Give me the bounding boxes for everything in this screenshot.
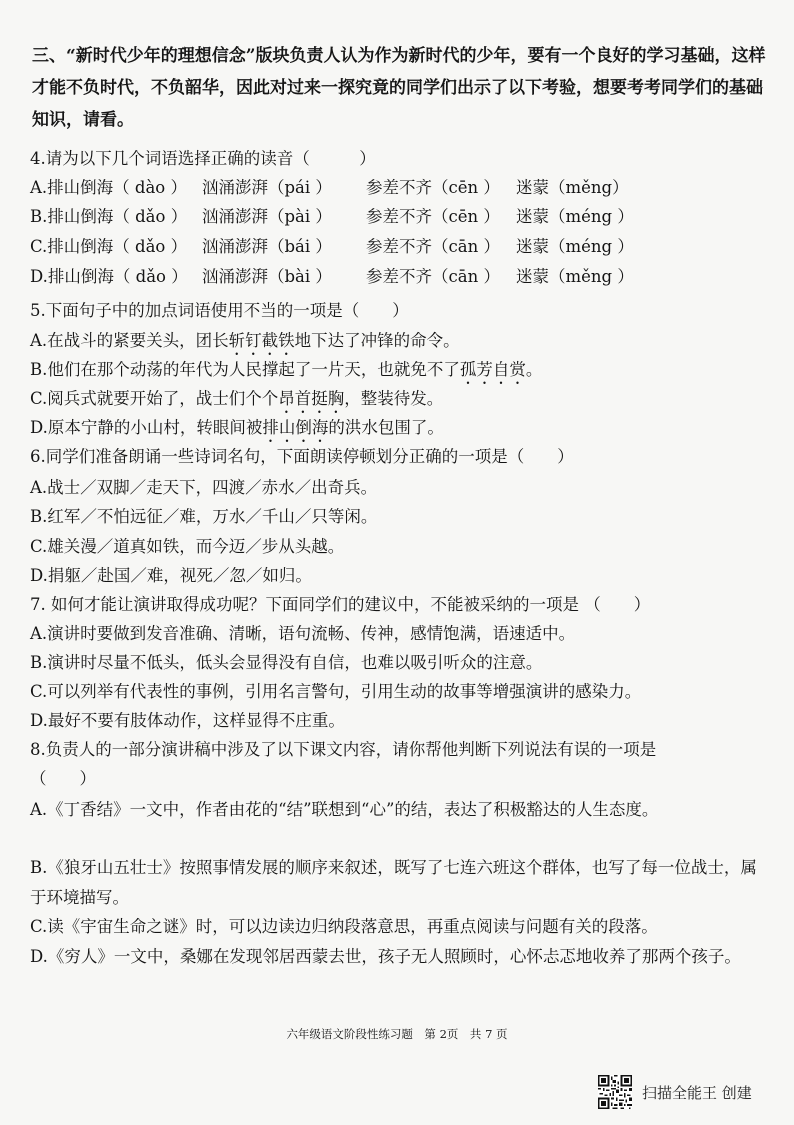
option-cell: C.排山倒海（ dǎo ） bbox=[30, 237, 188, 256]
option-text: B.他们在那个动荡的年代为人民撑起了一片天，也就免不了 bbox=[30, 360, 460, 379]
question-4-option-d bbox=[30, 262, 765, 292]
question-5-option-a bbox=[30, 326, 765, 356]
question-8-option-c: C.读《宇宙生命之谜》时，可以边读边归纳段落意思，再重点阅读与问题有关的段落。 bbox=[30, 917, 658, 936]
section-3-heading: 三、“新时代少年的理想信念”版块负责人认为作为新时代的少年，要有一个良好的学习基础，这样才能不负时代，不负韶华，因此对过来一探究竟的同学们出示了以下考验，想要考考同学们的基础知识，请看。 bbox=[32, 46, 766, 130]
option-cell: 迷蒙（měng） bbox=[516, 178, 629, 197]
question-5-stem: 5.下面句子中的加点词语使用不当的一项是（ ） bbox=[30, 301, 409, 320]
question-8-stem: 8.负责人的一部分演讲稿中涉及了以下课文内容，请你帮他判断下列说法有误的一项是 bbox=[30, 740, 657, 759]
question-4-stem: 4.请为以下几个词语选择正确的读音（ ） bbox=[30, 149, 376, 168]
question-8-answer-paren: （ ） bbox=[30, 769, 96, 788]
option-cell: 迷蒙（méng ） bbox=[516, 237, 634, 256]
option-text: D.原本宁静的小山村，转眼间被 bbox=[30, 418, 263, 437]
question-6-option-d: D.捐躯／赴国／难，视死／忽／如归。 bbox=[30, 566, 312, 585]
scanner-watermark bbox=[598, 1075, 752, 1109]
option-text: ，整装待发。 bbox=[344, 389, 444, 408]
option-cell: 参差不齐（cēn ） bbox=[366, 178, 500, 197]
option-text: 。 bbox=[525, 360, 543, 379]
dotted-word: 排山倒海 bbox=[262, 418, 329, 437]
question-7-option-a: A.演讲时要做到发音准确、清晰，语句流畅、传神，感情饱满，语速适中。 bbox=[30, 624, 576, 643]
question-6-option-a: A.战士／双脚／走天下，四渡／赤水／出奇兵。 bbox=[30, 478, 378, 497]
question-4-option-b bbox=[30, 202, 765, 232]
question-4-option-a bbox=[30, 173, 765, 203]
option-cell: A.排山倒海（ dào ） bbox=[30, 178, 187, 197]
question-6-stem: 6.同学们准备朗诵一些诗词名句，下面朗读停顿划分正确的一项是（ ） bbox=[30, 447, 574, 466]
option-cell: 汹涌澎湃（pái ） bbox=[202, 178, 332, 197]
dotted-word: 斩钉截铁 bbox=[228, 331, 295, 350]
option-cell: B.排山倒海（ dǎo ） bbox=[30, 207, 188, 226]
scanner-label: 扫描全能王 创建 bbox=[642, 1083, 752, 1102]
option-cell: 参差不齐（cān ） bbox=[366, 237, 500, 256]
question-8-option-a: A.《丁香结》一文中，作者由花的“结”联想到“心”的结，表达了积极豁达的人生态度。 bbox=[30, 800, 659, 819]
option-cell: 汹涌澎湃（pài ） bbox=[202, 207, 332, 226]
option-text: C.阅兵式就要开始了，战士们个个 bbox=[30, 389, 279, 408]
question-5-option-c bbox=[30, 384, 765, 414]
option-cell: 迷蒙（měng ） bbox=[516, 267, 634, 286]
page-footer: 六年级语文阶段性练习题 第 2页 共 7 页 bbox=[286, 1027, 508, 1041]
question-4-option-c bbox=[30, 232, 765, 262]
option-cell: 参差不齐（cēn ） bbox=[366, 207, 500, 226]
option-cell: 汹涌澎湃（bái ） bbox=[202, 237, 332, 256]
dotted-word: 孤芳自赏 bbox=[459, 360, 526, 379]
question-6-option-b: B.红军／不怕远征／难，万水／千山／只等闲。 bbox=[30, 507, 378, 526]
question-7-stem: 7. 如何才能让演讲取得成功呢？下面同学们的建议中，不能被采纳的一项是 （ ） bbox=[30, 595, 651, 614]
question-6-option-c: C.雄关漫／道真如铁，而今迈／步从头越。 bbox=[30, 537, 345, 556]
question-8-option-d: D.《穷人》一文中，桑娜在发现邻居西蒙去世，孩子无人照顾时，心怀忐忑地收养了那两个孩子。 bbox=[30, 947, 741, 966]
option-text: 的洪水包围了。 bbox=[328, 418, 444, 437]
option-text: A.在战斗的紧要关头，团长 bbox=[30, 331, 229, 350]
question-5-option-d bbox=[30, 413, 765, 443]
option-text: 地下达了冲锋的命令。 bbox=[294, 331, 460, 350]
option-cell: 参差不齐（cān ） bbox=[366, 267, 500, 286]
option-cell: 汹涌澎湃（bài ） bbox=[202, 267, 332, 286]
question-7-option-c: C.可以列举有代表性的事例，引用名言警句，引用生动的故事等增强演讲的感染力。 bbox=[30, 682, 642, 701]
question-8-option-b: B.《狼牙山五壮士》按照事情发展的顺序来叙述，既写了七连六班这个群体，也写了每一位战士，属于环境描写。 bbox=[30, 858, 757, 907]
dotted-word: 昂首挺胸 bbox=[278, 389, 345, 408]
question-7-option-d: D.最好不要有肢体动作，这样显得不庄重。 bbox=[30, 711, 345, 730]
question-5-option-b bbox=[30, 355, 765, 385]
qr-code-icon bbox=[598, 1075, 632, 1109]
question-7-option-b: B.演讲时尽量不低头，低头会显得没有自信，也难以吸引听众的注意。 bbox=[30, 653, 543, 672]
option-cell: D.排山倒海（ dǎo ） bbox=[30, 267, 188, 286]
option-cell: 迷蒙（méng ） bbox=[516, 207, 634, 226]
